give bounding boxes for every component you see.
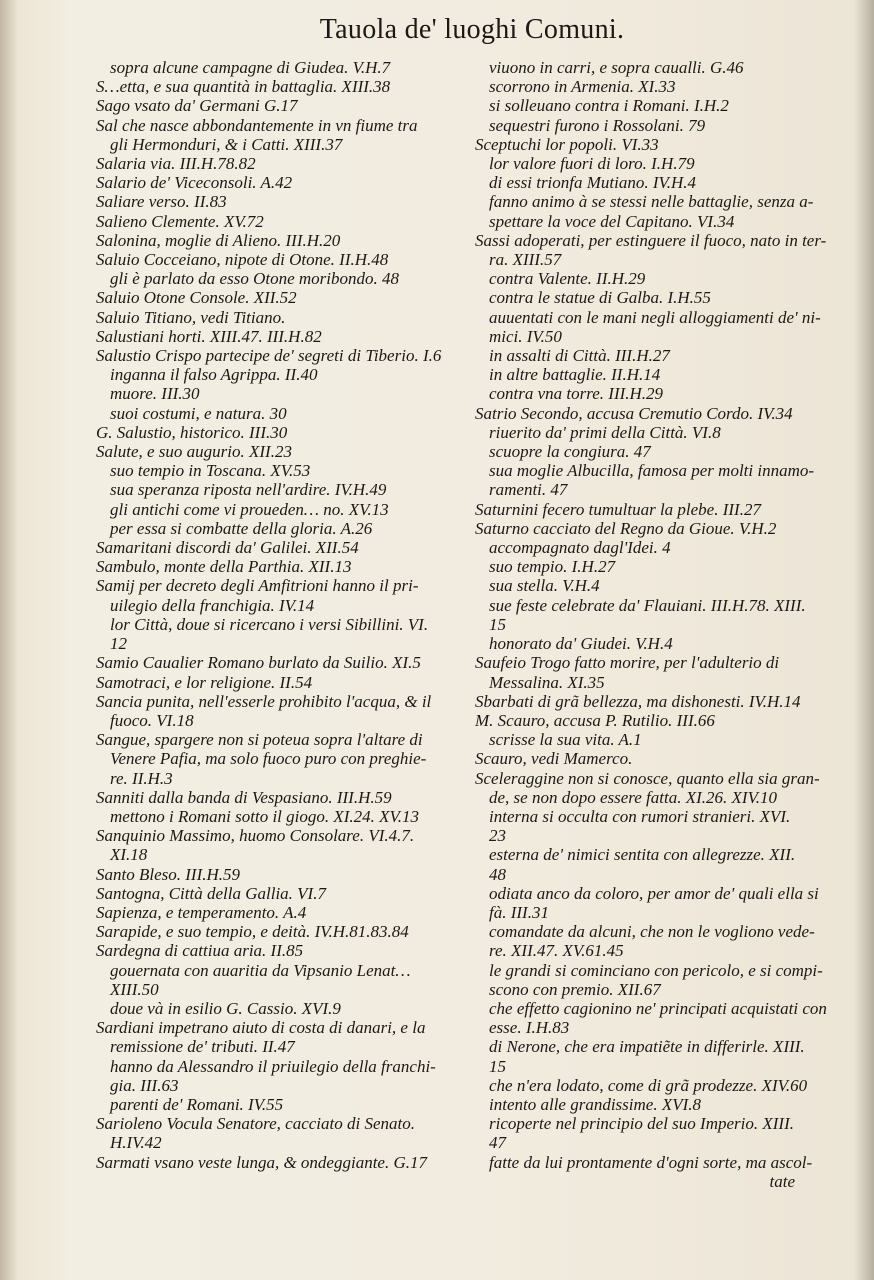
index-entry: Saturnini fecero tumultuar la plebe. III.27 [475, 499, 761, 519]
index-entry: doue và in esilio G. Cassio. XVI.9 [110, 998, 341, 1018]
page-header [0, 14, 874, 46]
index-entry: Salieno Clemente. XV.72 [96, 211, 264, 231]
index-entry: Salonina, moglie di Alieno. III.H.20 [96, 230, 341, 250]
index-entry: in altre battaglie. II.H.14 [489, 365, 661, 385]
index-entry: Sardiani impetrano aiuto di costa di danari, e la [96, 1018, 426, 1038]
index-entry: Salustio Crispo partecipe de' segreti di Tiberio. I.6 [96, 346, 442, 366]
index-entry: suo tempio. I.H.27 [489, 557, 616, 577]
index-entry: Sago vsato da' Germani G.17 [96, 96, 298, 116]
index-entry: Sarapide, e suo tempio, e deità. IV.H.81.83.84 [96, 922, 409, 942]
index-entry: Sanquinio Massimo, huomo Consolare. VI.4.7. [96, 826, 415, 846]
index-entry: sua speranza riposta nell'ardire. IV.H.49 [110, 480, 387, 500]
index-entry: suo tempio in Toscana. XV.53 [110, 461, 311, 481]
index-entry: sua stella. V.H.4 [489, 576, 600, 596]
index-entry: scorrono in Armenia. XI.33 [489, 77, 676, 97]
index-entry: Samotraci, e lor religione. II.54 [96, 672, 313, 692]
index-entry: suoi costumi, e natura. 30 [110, 403, 287, 423]
index-entry: scrisse la sua vita. A.1 [489, 730, 642, 750]
index-entry: Saluio Titiano, vedi Titiano. [96, 307, 286, 327]
index-entry: gouernata con auaritia da Vipsanio Lenat… [110, 960, 411, 980]
index-entry: scono con premio. XII.67 [489, 979, 661, 999]
index-entry: 47 [489, 1133, 506, 1153]
index-entry: mettono i Romani sotto il giogo. XI.24. XV.13 [110, 806, 419, 826]
index-entry: fanno animo à se stessi nelle battaglie, senza a- [489, 192, 814, 212]
index-entry: S…etta, e sua quantità in battaglia. XIII.38 [96, 77, 391, 97]
index-entry: spettare la voce del Capitano. VI.34 [489, 211, 735, 231]
index-entry: comandate da alcuni, che non le vogliono vede- [489, 922, 815, 942]
index-entry: Santo Bleso. III.H.59 [96, 864, 241, 884]
index-entry: di essi trionfa Mutiano. IV.H.4 [489, 173, 696, 193]
index-entry: XIII.50 [110, 979, 159, 999]
index-entry: honorato da' Giudei. V.H.4 [489, 634, 673, 654]
index-entry: accompagnato dagl'Idei. 4 [489, 538, 671, 558]
index-entry: XI.18 [110, 845, 148, 865]
page-title: Tauola de' luoghi Comuni. [319, 14, 625, 45]
index-entry: contra le statue di Galba. I.H.55 [489, 288, 711, 308]
index-entry: Santogna, Città della Gallia. VI.7 [96, 883, 326, 903]
index-entry: ricoperte nel principio del suo Imperio. XIII. [489, 1114, 794, 1134]
index-entry: ramenti. 47 [489, 480, 568, 500]
index-entry: Sarioleno Vocula Senatore, cacciato di Senato. [96, 1114, 415, 1134]
index-entry: fatte da lui prontamente d'ogni sorte, ma ascol- [489, 1152, 813, 1172]
index-entry: odiata anco da coloro, per amor de' quali ella si [489, 883, 819, 903]
index-entry: per essa si combatte della gloria. A.26 [110, 518, 373, 538]
index-entry: gli antichi come vi proueden… no. XV.13 [110, 499, 389, 519]
index-entry: 12 [110, 634, 127, 654]
index-entry: lor Città, doue si ricercano i versi Sibillini. VI. [110, 614, 429, 634]
index-column-right [475, 58, 835, 1191]
index-entry: riuerito da' primi della Città. VI.8 [489, 422, 721, 442]
index-entry: auuentati con le mani negli alloggiamenti de' ni- [489, 307, 821, 327]
index-entry: Sbarbati di grã bellezza, ma dishonesti. IV.H.14 [475, 691, 801, 711]
gutter-shadow [0, 0, 18, 1280]
index-entry: contra vna torre. III.H.29 [489, 384, 664, 404]
index-entry: sue feste celebrate da' Flauiani. III.H.78. XIII. [489, 595, 806, 615]
index-column-left [96, 58, 466, 1172]
index-entry: Saluio Otone Console. XII.52 [96, 288, 297, 308]
index-entry: G. Salustio, historico. III.30 [96, 422, 288, 442]
index-entry: Sceleraggine non si conosce, quanto ella sia gran- [475, 768, 820, 788]
index-entry: in assalti di Città. III.H.27 [489, 346, 670, 366]
index-entry: 15 [489, 1056, 506, 1076]
index-entry: viuono in carri, e sopra caualli. G.46 [489, 58, 744, 77]
index-entry: interna si occulta con rumori stranieri. XVI. [489, 806, 791, 826]
index-entry: sopra alcune campagne di Giudea. V.H.7 [110, 58, 391, 77]
index-entry: esse. I.H.83 [489, 1018, 570, 1038]
index-entry: gli Hermonduri, & i Catti. XIII.37 [110, 134, 343, 154]
index-entry: Sangue, spargere non si poteua sopra l'altare di [96, 730, 423, 750]
index-entry: che n'era lodato, come di grã prodezze. XIV.60 [489, 1075, 808, 1095]
index-entry: re. XII.47. XV.61.45 [489, 941, 624, 961]
index-entry: uilegio della franchigia. IV.14 [110, 595, 315, 615]
index-entry: Sassi adoperati, per estinguere il fuoco, nato in ter- [475, 230, 827, 250]
index-entry: Sapienza, e temperamento. A.4 [96, 902, 307, 922]
index-entry: di Nerone, che era impatiẽte in differirle. XIII. [489, 1037, 805, 1057]
index-entry: remissione de' tributi. II.47 [110, 1037, 295, 1057]
index-entry: sua moglie Albucilla, famosa per molti innamo- [489, 461, 815, 481]
index-entry: Salario de' Viceconsoli. A.42 [96, 173, 293, 193]
index-entry: Samij per decreto degli Amfitrioni hanno il pri- [96, 576, 419, 596]
index-entry: re. II.H.3 [110, 768, 173, 788]
index-entry: si solleuano contra i Romani. I.H.2 [489, 96, 729, 116]
index-entry: contra Valente. II.H.29 [489, 269, 646, 289]
index-entry: fà. III.31 [489, 902, 549, 922]
index-entry: Satrio Secondo, accusa Cremutio Cordo. IV.34 [475, 403, 793, 423]
index-entry: M. Scauro, accusa P. Rutilio. III.66 [475, 710, 715, 730]
index-entry: gia. III.63 [110, 1075, 179, 1095]
index-entry: sequestri furono i Rossolani. 79 [489, 115, 706, 135]
index-entry: esterna de' nimici sentita con allegrezze. XII. [489, 845, 796, 865]
index-entry: Saluio Cocceiano, nipote di Otone. II.H.48 [96, 250, 389, 270]
index-entry: H.IV.42 [110, 1133, 162, 1153]
index-entry: Sardegna di cattiua aria. II.85 [96, 941, 304, 961]
index-entry: ra. XIII.57 [489, 250, 562, 270]
index-entry: Sal che nasce abbondantemente in vn fiume tra [96, 115, 418, 135]
index-entry: Saufeio Trogo fatto morire, per l'adulterio di [475, 653, 780, 673]
index-entry: Salaria via. III.H.78.82 [96, 154, 256, 174]
index-entry: che effetto cagionino ne' principati acquistati con [489, 998, 827, 1018]
index-entry: Samio Caualier Romano burlato da Suilio. XI.5 [96, 653, 421, 673]
index-entry: Saturno cacciato del Regno da Gioue. V.H.2 [475, 518, 777, 538]
index-entry: 23 [489, 826, 506, 846]
index-entry: muore. III.30 [110, 384, 200, 404]
index-entry: Sanniti dalla banda di Vespasiano. III.H.59 [96, 787, 392, 807]
index-entry: 15 [489, 614, 506, 634]
index-entry: intento alle grandissime. XVI.8 [489, 1094, 702, 1114]
index-entry: Salustiani horti. XIII.47. III.H.82 [96, 326, 322, 346]
index-entry: Scauro, vedi Mamerco. [475, 749, 633, 769]
index-entry: Samaritani discordi da' Galilei. XII.54 [96, 538, 359, 558]
index-entry: parenti de' Romani. IV.55 [110, 1094, 284, 1114]
index-entry: de, se non dopo essere fatta. XI.26. XIV.10 [489, 787, 778, 807]
index-entry: Sambulo, monte della Parthia. XII.13 [96, 557, 352, 577]
index-entry: Messalina. XI.35 [489, 672, 605, 692]
index-entry: Saliare verso. II.83 [96, 192, 227, 212]
index-entry: le grandi si cominciano con pericolo, e si compi- [489, 960, 823, 980]
index-entry: 48 [489, 864, 506, 884]
index-entry: Sarmati vsano veste lunga, & ondeggiante. G.17 [96, 1152, 427, 1172]
index-entry: hanno da Alessandro il priuilegio della franchi- [110, 1056, 436, 1076]
page-edge-shadow [854, 0, 874, 1280]
index-entry: inganna il falso Agrippa. II.40 [110, 365, 318, 385]
index-entry: mici. IV.50 [489, 326, 562, 346]
index-entry: gli è parlato da esso Otone moribondo. 48 [110, 269, 399, 289]
index-entry: fuoco. VI.18 [110, 710, 194, 730]
index-entry: tate [769, 1171, 795, 1191]
index-entry: scuopre la congiura. 47 [489, 442, 651, 462]
index-entry: Venere Pafia, ma solo fuoco puro con preghie- [110, 749, 427, 769]
index-entry: Salute, e suo augurio. XII.23 [96, 442, 292, 462]
index-entry: Sancia punita, nell'esserle prohibito l'acqua, & il [96, 691, 432, 711]
index-entry: lor valore fuori di loro. I.H.79 [489, 154, 695, 174]
index-entry: Sceptuchi lor popoli. VI.33 [475, 134, 659, 154]
